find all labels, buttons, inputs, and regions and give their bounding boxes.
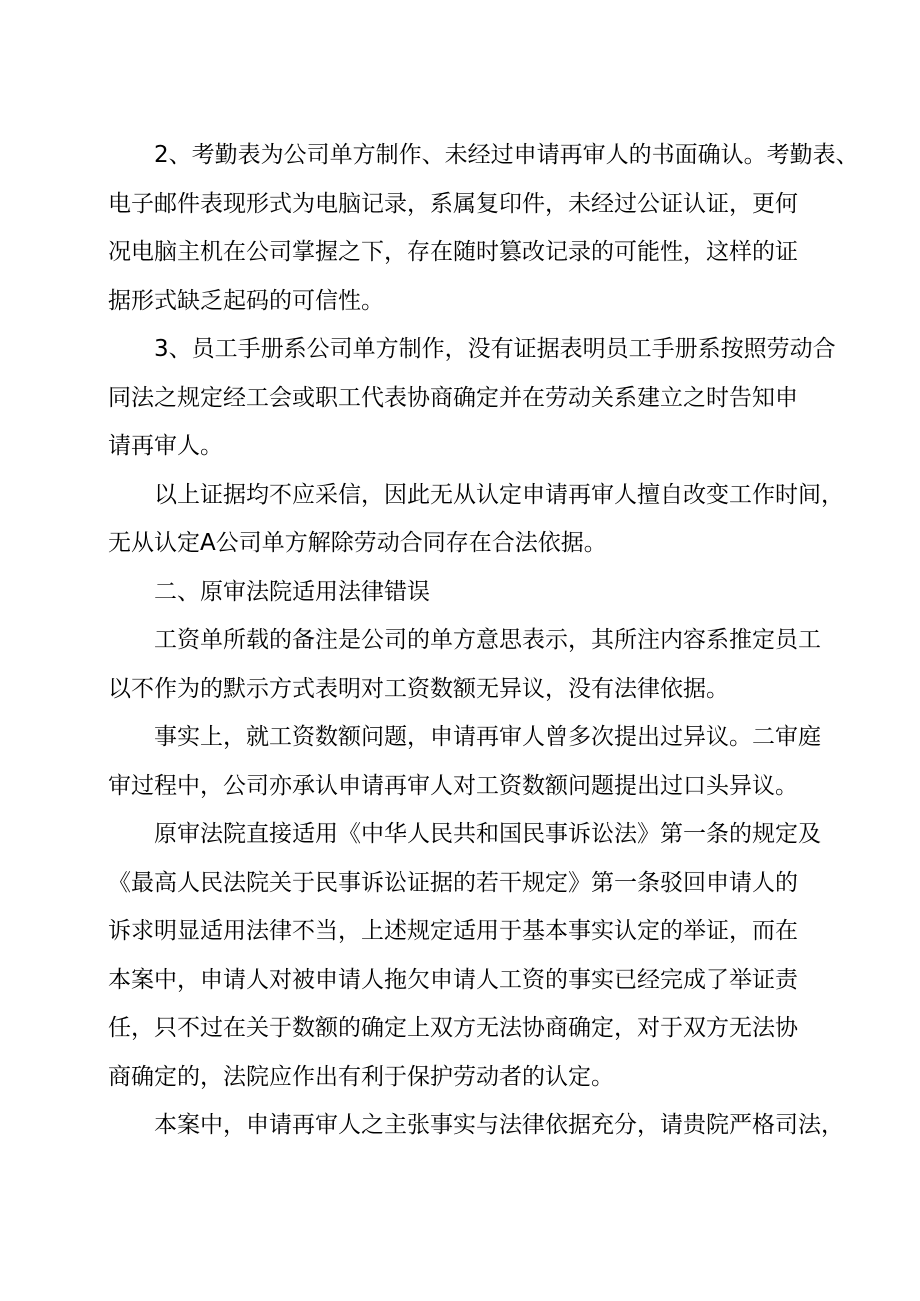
text-line: 事实上，就工资数额问题，申请再审人曾多次提出过异议。二审庭 [154,724,821,750]
text-line: 况电脑主机在公司掌握之下，存在随时篡改记录的可能性，这样的证 [108,239,798,265]
text-line: 工资单所载的备注是公司的单方意思表示，其所注内容系推定员工 [154,627,821,653]
text-line: 原审法院直接适用《中华人民共和国民事诉讼法》第一条的规定及 [154,821,821,847]
text-line: 本案中，申请人对被申请人拖欠申请人工资的事实已经完成了举证责 [108,966,798,993]
paragraph-law-application [108,810,821,1101]
text-line: 2、考勤表为公司单方制作、未经过申请再审人的书面确认。考勤表、 [154,142,859,168]
paragraph-evidence-conclusion [108,471,844,568]
text-line: 以上证据均不应采信，因此无从认定申请再审人擅自改变工作时间， [154,481,844,508]
text-line: 3、员工手册系公司单方制作，没有证据表明员工手册系按照劳动合 [154,336,836,362]
text-line: 任，只不过在关于数额的确定上双方无法协商确定，对于双方无法协 [108,1015,798,1041]
text-line: 无从认定A公司单方解除劳动合同存在合法依据。 [108,530,607,556]
section-heading: 二、原审法院适用法律错误 [154,578,430,605]
paragraph-payslip-note [108,616,821,713]
text-line: 本案中，申请再审人之主张事实与法律依据充分，请贵院严格司法， [154,1112,844,1138]
paragraph-objections [108,713,821,810]
text-line: 《最高人民法院关于民事诉讼证据的若干规定》第一条驳回申请人的 [108,869,798,896]
text-line: 同法之规定经工会或职工代表协商确定并在劳动关系建立之时告知申 [108,384,798,411]
text-line: 以不作为的默示方式表明对工资数额无异议，没有法律依据。 [108,675,729,702]
paragraph-attendance-evidence [108,131,859,325]
document-body [108,131,859,1150]
paragraph-employee-handbook [108,325,836,471]
text-line: 审过程中，公司亦承认申请再审人对工资数额问题提出过口头异议。 [108,772,798,799]
text-line: 据形式缺乏起码的可信性。 [108,287,384,314]
section-heading-legal-error [108,568,808,617]
text-line: 商确定的，法院应作出有利于保护劳动者的认定。 [108,1063,614,1090]
text-line: 请再审人。 [108,433,223,459]
text-line: 诉求明显适用法律不当，上述规定适用于基本事实认定的举证，而在 [108,918,798,944]
text-line: 电子邮件表现形式为电脑记录，系属复印件，未经过公证认证，更何 [108,190,798,217]
paragraph-closing-request [108,1101,844,1150]
